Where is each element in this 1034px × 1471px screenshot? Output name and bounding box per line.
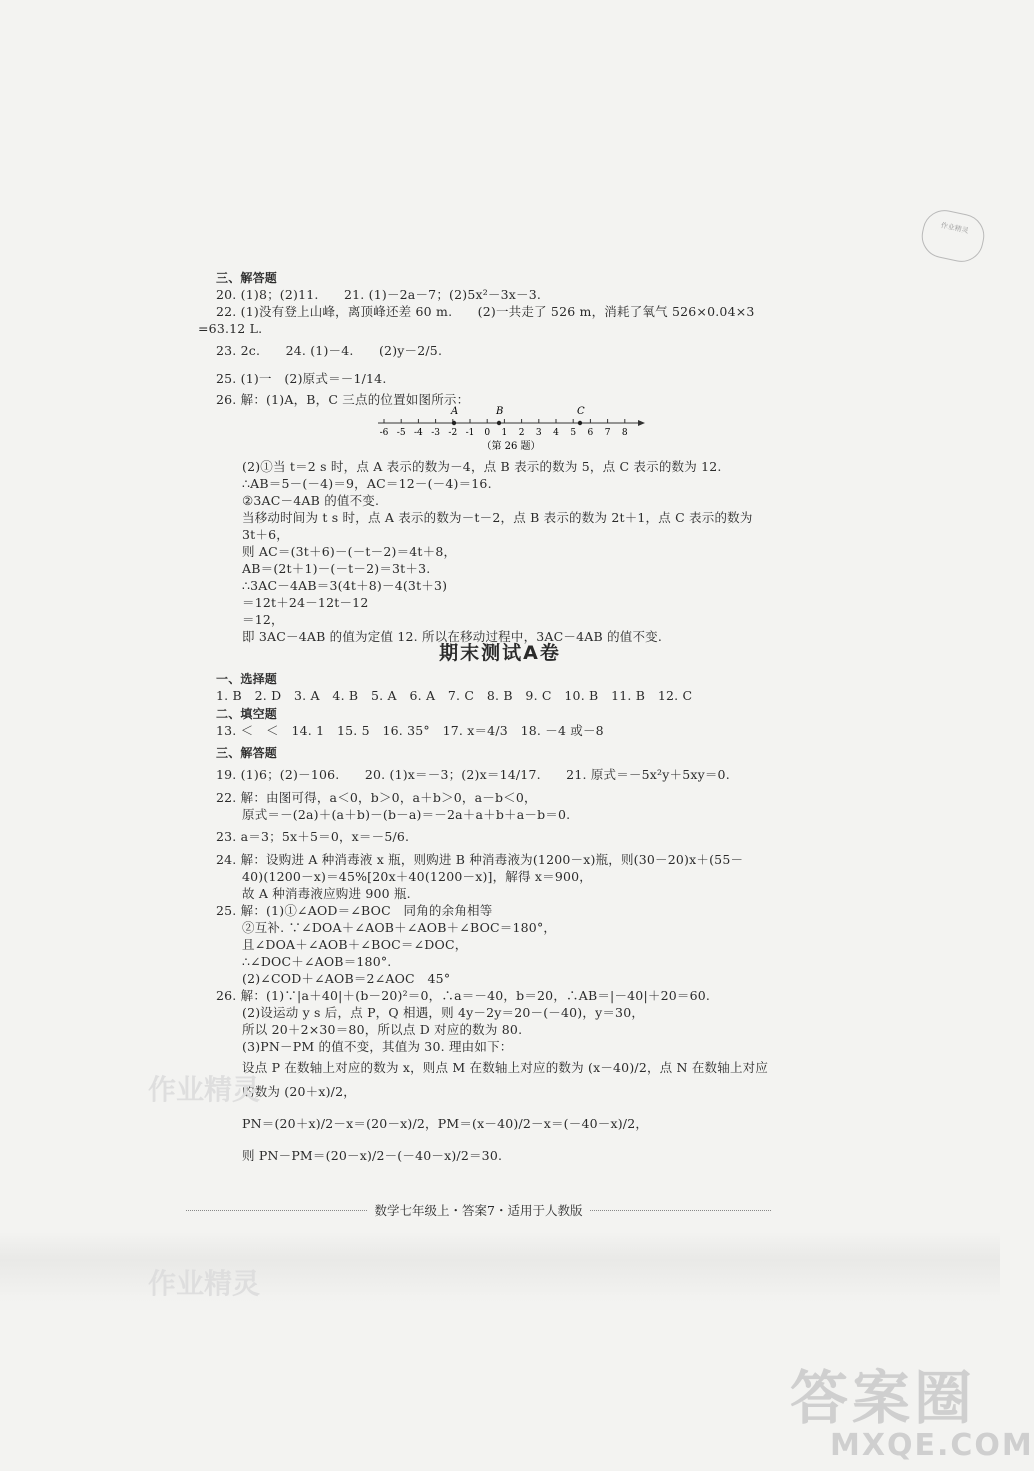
tick-label: 4 [553,428,559,438]
answer-line: 的数为 (20＋x)/2， [242,1084,356,1099]
answer-line: PN＝(20＋x)/2－x＝(20－x)/2，PM＝(x－40)/2－x＝(－40－x)/2， [242,1116,649,1131]
answer-line: 25. (1)一 (2)原式＝－1/14. [216,371,387,386]
tick-label: 2 [518,428,525,438]
answer-line: AB＝(2t＋1)－(－t－2)＝3t＋3. [242,561,431,576]
answer-line: 设点 P 在数轴上对应的数为 x，则点 M 在数轴上对应的数为 (x－40)/2，点 N 在数轴上对应 [242,1060,769,1075]
faint-watermark-text: 作业精灵 [148,1073,261,1106]
answer-line: 3t＋6， [242,527,289,542]
section-header-choice: 一、选择题 [216,672,278,686]
point-a-label: A [451,406,459,417]
answer-line: ②3AC－4AB 的值不变. [242,493,380,508]
tick-label: 7 [604,428,611,438]
answer-line: 26. 解：(1)∵|a＋40|＋(b－20)²＝0，∴a＝－40，b＝20，∴AB＝|－40|＋20＝60. [216,988,711,1003]
tick-label: -1 [465,428,475,438]
site-watermark [790,1364,1034,1463]
answer-line: ②互补. ∵∠DOA＋∠AOB＋∠AOB＋∠BOC＝180°， [242,920,557,935]
answer-line: 则 PN－PM＝(20－x)/2－(－40－x)/2＝30. [242,1148,503,1163]
answer-line: 22. 解：由图可得，a＜0，b＞0，a＋b＞0，a－b＜0， [216,790,537,805]
answer-line: 23. 2c. 24. (1)－4. (2)y－2/5. [216,343,443,358]
answer-line: 23. a＝3；5x＋5＝0，x＝－5/6. [216,829,410,844]
section-header-answers: 三、解答题 [216,271,278,285]
answer-line: 40)(1200－x)＝45%[20x＋40(1200－x)]，解得 x＝900， [242,869,592,884]
exam-title: 期末测试A卷 [439,642,561,664]
answer-line: 所以 20＋2×30＝80，所以点 D 对应的数为 80. [242,1022,523,1037]
tick-label: 0 [484,428,491,438]
answer-line: ＝12， [242,612,284,627]
tick-label: -5 [396,428,406,438]
figure-caption: （第 26 题） [481,441,541,452]
tick-label: 1 [501,428,508,438]
answer-line: ∴3AC－4AB＝3(4t＋8)－4(3t＋3) [242,578,448,593]
page-footer [186,1200,771,1220]
answer-line: (2)设运动 y s 后，点 P，Q 相遇，则 4y－2y＝20－(－40)，y＝30， [242,1005,645,1020]
answer-line: 20. (1)8；(2)11. 21. (1)－2a－7；(2)5x²－3x－3. [216,287,542,302]
answer-line: 19. (1)6；(2)－106. 20. (1)x＝－3；(2)x＝14/17. 21. 原式＝－5x²y＋5xy＝0. [216,767,730,782]
answer-line: ＝12t＋24－12t－12 [242,595,369,610]
faint-watermark-text-2: 作业精灵 [148,1267,261,1300]
answer-line: 24. 解：设购进 A 种消毒液 x 瓶，则购进 B 种消毒液为(1200－x)瓶，则(30－20)x＋(55－ [216,852,744,867]
answer-line: =63.12 L. [198,321,263,336]
tick-label: 5 [570,428,577,438]
tick-label: 6 [587,428,594,438]
answer-line: (2)①当 t＝2 s 时，点 A 表示的数为－4，点 B 表示的数为 5，点 C 表示的数为 12. [242,459,722,474]
answer-line: 即 3AC－4AB 的值为定值 12. 所以在移动过程中，3AC－4AB 的值不变. [242,629,663,644]
point-c-label: C [577,406,585,417]
answer-line: 25. 解：(1)①∠AOD＝∠BOC 同角的余角相等 [216,903,493,918]
tick-label: -6 [379,428,389,438]
tick-label: -3 [431,428,440,438]
section-header-answers-2: 三、解答题 [216,746,278,760]
answer-line: ∴∠DOC＋∠AOB＝180°. [242,954,392,969]
tick-label: 8 [621,428,628,438]
answer-line: 原式＝－(2a)＋(a＋b)－(b－a)＝－2a＋a＋b＋a－b＝0. [242,807,571,822]
tick-label: 3 [535,428,542,438]
point-b-label: B [496,406,504,417]
number-line-figure [376,400,646,452]
answer-line: 则 AC＝(3t＋6)－(－t－2)＝4t＋8， [242,544,457,559]
stamp-mark: 作业精灵 [918,206,989,266]
section-header-fill: 二、填空题 [216,707,278,721]
watermark-url: MXQE.COM [830,1428,1034,1463]
answer-line: 且∠DOA＋∠AOB＋∠BOC＝∠DOC， [242,937,468,952]
choice-answers: 1. B 2. D 3. A 4. B 5. A 6. A 7. C 8. B 9. C 10. B 11. B 12. C [216,688,693,703]
fill-answers: 13. ＜ ＜ 14. 1 15. 5 16. 35° 17. x＝4/3 18. －4 或－8 [216,723,604,738]
answer-line: (2)∠COD＋∠AOB＝2∠AOC 45° [242,971,451,986]
answer-line: 26. 解：(1)A，B，C 三点的位置如图所示： [216,392,470,407]
footer-text: 数学七年级上・答案7・适用于人教版 [374,1203,583,1218]
tick-label: -2 [448,428,458,438]
answer-line: (3)PN－PM 的值不变，其值为 30. 理由如下： [242,1039,513,1054]
answer-line: 当移动时间为 t s 时，点 A 表示的数为－t－2，点 B 表示的数为 2t＋1，点 C 表示的数为 [242,510,753,525]
watermark-logo-text: 答案圈 [790,1364,977,1432]
answer-line: ∴AB＝5－(－4)＝9，AC＝12－(－4)＝16. [242,476,492,491]
answer-line: 故 A 种消毒液应购进 900 瓶. [242,886,411,901]
answer-line: 22. (1)没有登上山峰，离顶峰还差 60 m. (2)一共走了 526 m，消耗了氧气 526×0.04×3 [216,304,755,319]
tick-label: -4 [414,428,423,438]
